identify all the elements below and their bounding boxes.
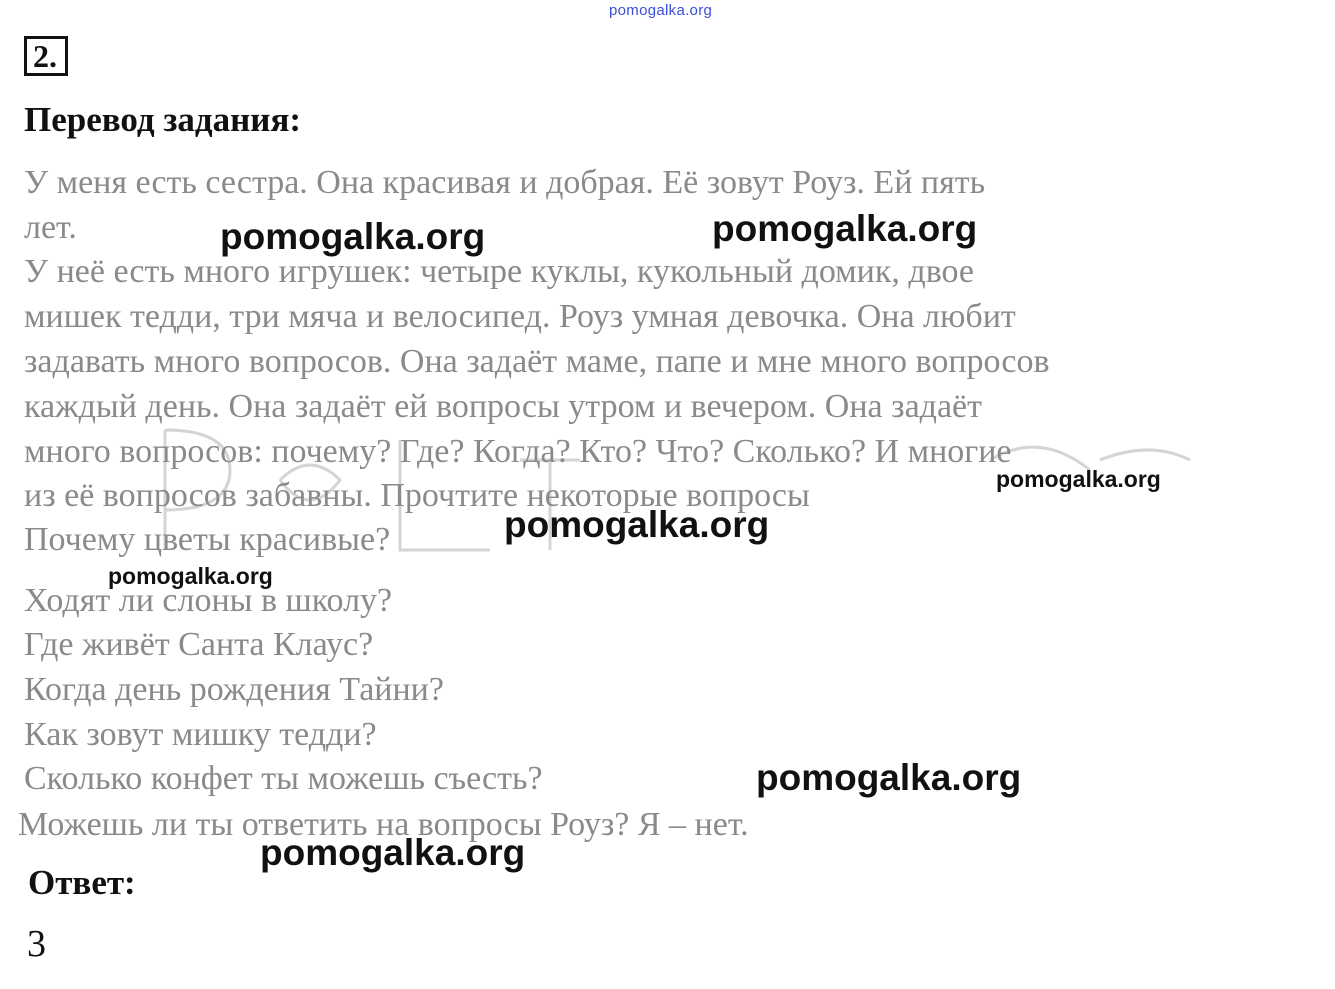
text-line: мишек тедди, три мяча и велосипед. Роуз умная девочка. Она любит: [24, 298, 1016, 335]
translation-heading: Перевод задания:: [24, 100, 302, 139]
watermark: pomogalka.org: [220, 216, 486, 257]
text-line: Как зовут мишку тедди?: [24, 716, 377, 753]
answer-heading: Ответ:: [28, 863, 136, 902]
text-line: Почему цветы красивые?: [24, 521, 391, 558]
text-line: задавать много вопросов. Она задаёт маме, папе и мне много вопросов: [24, 343, 1050, 380]
text-line: Сколько конфет ты можешь съесть?: [24, 760, 543, 797]
text-line: из её вопросов забавны. Прочтите некоторые вопросы: [24, 477, 810, 514]
text-line: Можешь ли ты ответить на вопросы Роуз? Я – нет.: [18, 806, 749, 843]
watermark: pomogalka.org: [108, 563, 273, 589]
text-line: Где живёт Санта Клаус?: [24, 626, 374, 663]
watermark: pomogalka.org: [996, 466, 1161, 492]
answer-value: 3: [27, 923, 46, 965]
text-line: лет.: [24, 209, 77, 246]
text-line: Ходят ли слоны в школу?: [24, 582, 393, 619]
site-watermark-top: pomogalka.org: [609, 2, 713, 19]
watermark: pomogalka.org: [260, 832, 526, 873]
text-line: много вопросов: почему? Где? Когда? Кто? Что? Сколько? И многие: [24, 433, 1012, 470]
task-number-box: 2.: [24, 36, 68, 76]
text-line: Когда день рождения Тайни?: [24, 671, 444, 708]
text-line: каждый день. Она задаёт ей вопросы утром и вечером. Она задаёт: [24, 388, 982, 425]
text-line: У неё есть много игрушек: четыре куклы, кукольный домик, двое: [24, 253, 975, 290]
watermark: pomogalka.org: [756, 757, 1022, 798]
text-line: У меня есть сестра. Она красивая и добрая. Её зовут Роуз. Ей пять: [24, 164, 986, 201]
watermark: pomogalka.org: [712, 208, 978, 249]
watermark: pomogalka.org: [504, 504, 770, 545]
